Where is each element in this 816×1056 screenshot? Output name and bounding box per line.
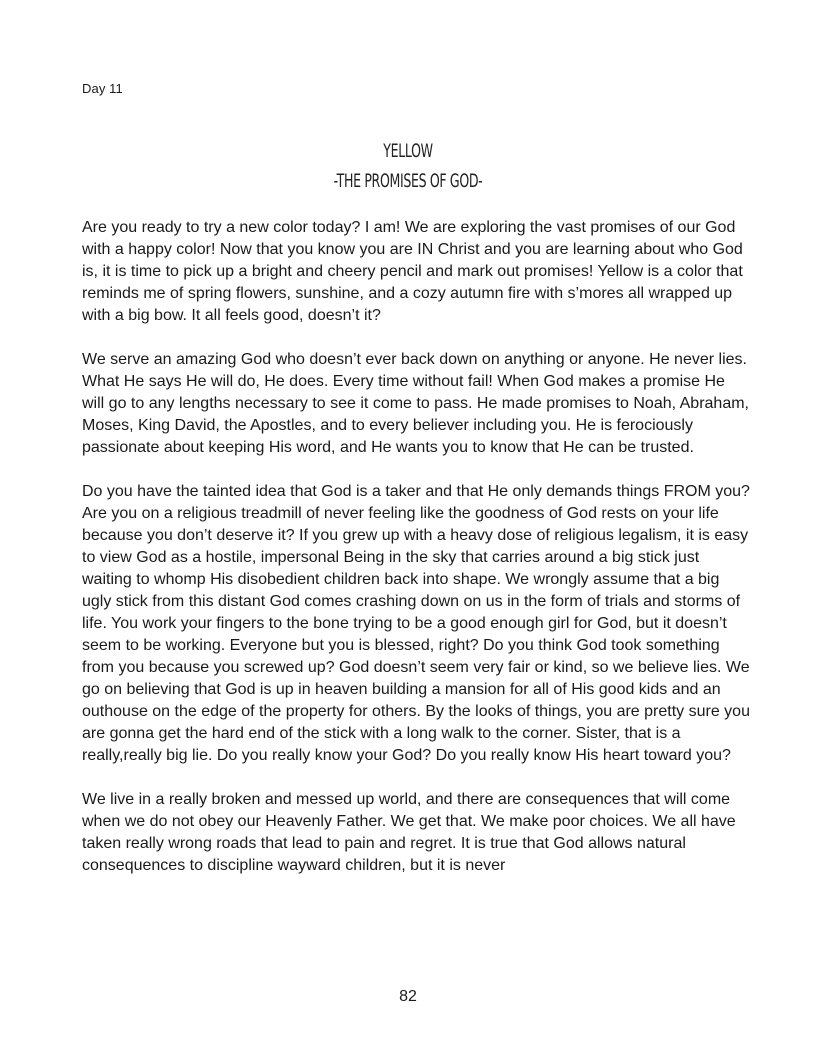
page-number: 82 [399, 988, 417, 1005]
title-subtitle: -THE PROMISES OF GOD- [333, 170, 483, 192]
body-text [82, 217, 750, 899]
paragraph: We live in a really broken and messed up world, and there are consequences that will come when we do not obey our Heavenly Father. We get that. We make poor choices. We all have taken really wrong roads that lead to pain and regret. It is true that God allows natural consequences to discipline wayward children, but it is never [82, 791, 736, 874]
paragraph: Are you ready to try a new color today? I am! We are exploring the vast promises of our God with a happy color! Now that you know you are IN Christ and you are learning about who God is, it is time to pick up a bright and cheery pencil and mark out promises! Yellow is a color that reminds me of spring flowers, sunshine, and a cozy autumn fire with s’mores all wrapped up with a big bow. It all feels good, doesn’t it? [82, 219, 743, 324]
chapter-title [0, 136, 816, 196]
day-label: Day 11 [82, 81, 123, 96]
title-main: YELLOW [383, 140, 433, 162]
paragraph: Do you have the tainted idea that God is a taker and that He only demands things FROM you? Are you on a religious treadmill of never feeling like the goodness of God rests on your life because you don’t deserve it? If you grew up with a heavy dose of religious legalism, it is easy to view God as a hostile, impersonal Being in the sky that carries around a big stick just waiting to whomp His disobedient children back into shape. We wrongly assume that a big ugly stick from this distant God comes crashing down on us in the form of trials and storms of life. You work your fingers to the bone trying to be a good enough girl for God, but it doesn’t seem to be working. Everyone but you is blessed, right? Do you think God took something from you because you screwed up? God doesn’t seem very fair or kind, so we believe lies. We go on believing that God is up in heaven building a mansion for all of His good kids and an outhouse on the edge of the property for others. By the looks of things, you are pretty sure you are gonna get the hard end of the stick with a long walk to the corner. Sister, that is a really,really big lie. Do you really know your God? Do you really know His heart toward you? [82, 483, 750, 764]
paragraph: We serve an amazing God who doesn’t ever back down on anything or anyone. He never lies. What He says He will do, He does. Every time without fail! When God makes a promise He will go to any lengths necessary to see it come to pass. He made promises to Noah, Abraham, Moses, King David, the Apostles, and to every believer including you. He is ferociously passionate about keeping His word, and He wants you to know that He can be trusted. [82, 351, 749, 456]
